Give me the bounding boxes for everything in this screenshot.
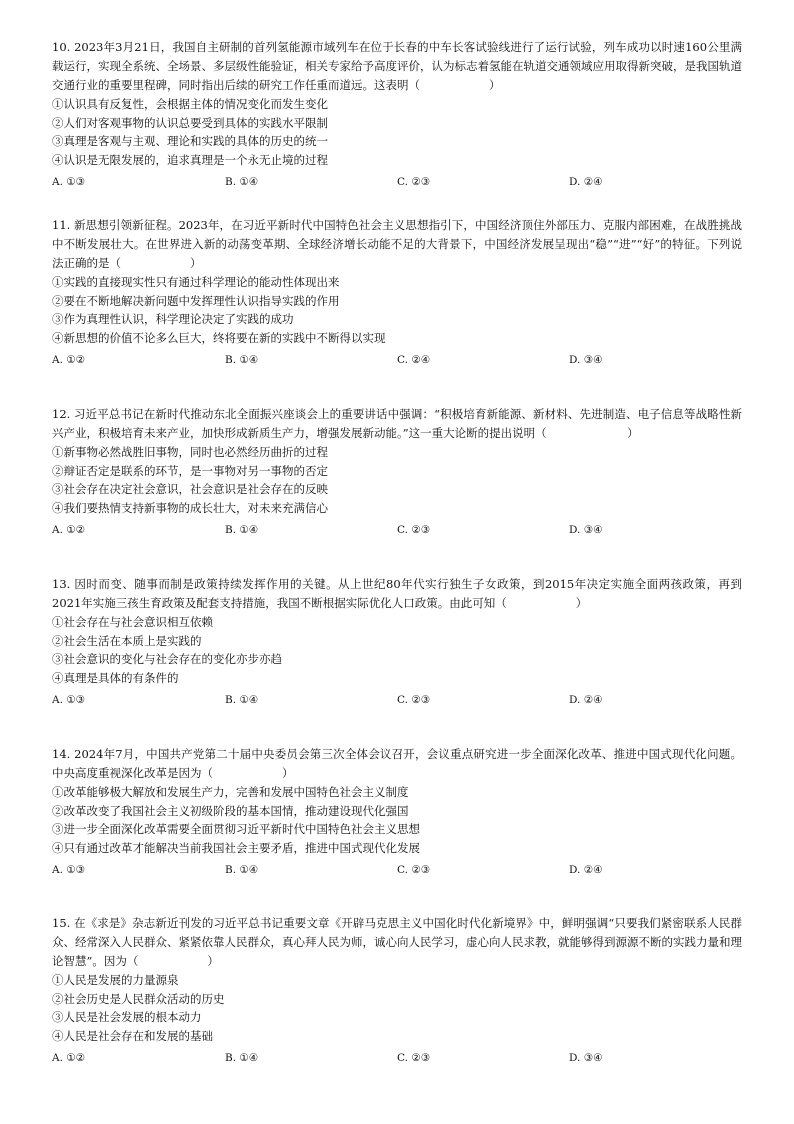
statement-item: ③作为真理性认识，科学理论决定了实践的成功 xyxy=(52,312,294,326)
question-11 xyxy=(52,216,742,369)
option-a[interactable]: A. ①② xyxy=(52,354,86,366)
statement-item: ①人民是发展的力量源泉 xyxy=(52,973,179,987)
option-c[interactable]: C. ②③ xyxy=(397,524,431,536)
option-b[interactable]: B. ①④ xyxy=(225,354,259,366)
option-d[interactable]: D. ③④ xyxy=(569,354,603,366)
option-d[interactable]: D. ③④ xyxy=(569,1052,603,1064)
answer-options xyxy=(52,521,742,539)
option-c[interactable]: C. ②③ xyxy=(397,694,431,706)
question-stem: 12. 习近平总书记在新时代推动东北全面振兴座谈会上的重要讲话中强调：“积极培育新能源、新材料、先进制造、电子信息等战略性新兴产业，积极培育未来产业，加快形成新质生产力，增强发展新动能。”这一重大论断的提出说明（ ） xyxy=(52,407,742,440)
statement-item: ③社会意识的变化与社会存在的变化亦步亦趋 xyxy=(52,652,282,666)
option-b[interactable]: B. ①④ xyxy=(225,1052,259,1064)
option-a[interactable]: A. ①③ xyxy=(52,864,86,876)
option-c[interactable]: C. ②③ xyxy=(397,864,431,876)
statement-item: ①认识具有反复性，会根据主体的情况变化而发生变化 xyxy=(52,97,328,111)
statement-item: ②改革改变了我国社会主义初级阶段的基本国情，推动建设现代化强国 xyxy=(52,803,409,818)
statement-item: ②要在不断地解决新问题中发挥理性认识指导实践的作用 xyxy=(52,293,340,308)
answer-options xyxy=(52,173,742,191)
option-a[interactable]: A. ①③ xyxy=(52,176,86,188)
statement-item: ④新思想的价值不论多么巨大，终将要在新的实践中不断得以实现 xyxy=(52,330,386,345)
statement-item: ①改革能够极大解放和发展生产力，完善和发展中国特色社会主义制度 xyxy=(52,785,409,799)
statement-item: ③进一步全面深化改革需要全面贯彻习近平新时代中国特色社会主义思想 xyxy=(52,822,420,836)
statement-item: ①社会存在与社会意识相互依赖 xyxy=(52,615,213,629)
statement-item: ②辩证否定是联系的环节，是一事物对另一事物的否定 xyxy=(52,463,328,478)
option-d[interactable]: D. ③④ xyxy=(569,524,603,536)
answer-options xyxy=(52,351,742,369)
option-c[interactable]: C. ②③ xyxy=(397,176,431,188)
statement-list xyxy=(52,783,742,857)
question-10 xyxy=(52,38,742,191)
statement-list xyxy=(52,273,742,347)
question-13 xyxy=(52,575,742,709)
statement-item: ①新事物必然战胜旧事物，同时也必然经历曲折的过程 xyxy=(52,445,328,459)
option-d[interactable]: D. ②④ xyxy=(569,176,603,188)
question-stem: 10. 2023年3月21日，我国自主研制的首列氢能源市域列车在位于长春的中车长客试验线进行了运行试验，列车成功以时速160公里满载运行，实现全系统、全场景、多层级性能验证，相关专家给予高度评价，认为标志着氢能在轨道交通领域应用取得新突破，是我国轨道交通行业的重要里程碑，同时指出后续的研究工作任重而道远。这表明（ ） xyxy=(52,40,742,92)
option-a[interactable]: A. ①② xyxy=(52,524,86,536)
statement-item: ③真理是客观与主观、理论和实践的具体的历史的统一 xyxy=(52,134,328,148)
option-a[interactable]: A. ①② xyxy=(52,1052,86,1064)
statement-list xyxy=(52,95,742,169)
question-stem: 14. 2024年7月，中国共产党第二十届中央委员会第三次全体会议召开，会议重点研究进一步全面深化改革、推进中国式现代化问题。中央高度重视深化改革是因为（ ） xyxy=(52,747,742,780)
option-b[interactable]: B. ①④ xyxy=(225,694,259,706)
answer-options xyxy=(52,1049,742,1067)
statement-list xyxy=(52,971,742,1045)
statement-item: ③社会存在决定社会意识，社会意识是社会存在的反映 xyxy=(52,482,328,496)
statement-item: ②社会生活在本质上是实践的 xyxy=(52,633,202,648)
question-stem: 13. 因时而变、随事而制是政策持续发挥作用的关键。从上世纪80年代实行独生子女政策，到2015年决定实施全面两孩政策，再到2021年实施三孩生育政策及配套支持措施，我国不断根据实际优化人口政策。由此可知（ ） xyxy=(52,577,742,610)
question-14 xyxy=(52,745,742,879)
statement-list xyxy=(52,443,742,517)
answer-options xyxy=(52,691,742,709)
statement-item: ④人民是社会存在和发展的基础 xyxy=(52,1028,213,1043)
statement-item: ④只有通过改革才能解决当前我国社会主要矛盾，推进中国式现代化发展 xyxy=(52,840,420,855)
question-stem: 15. 在《求是》杂志新近刊发的习近平总书记重要文章《开辟马克思主义中国化时代化新境界》中，鲜明强调“只要我们紧密联系人民群众、经常深入人民群众、紧紧依靠人民群众，真心拜人民为师，诚心向人民学习，虚心向人民求教，就能够得到源源不断的实践力量和理论智慧”。因为（ ） xyxy=(52,916,742,968)
question-stem: 11. 新思想引领新征程。2023年，在习近平新时代中国特色社会主义思想指引下，中国经济顶住外部压力、克服内部困难，在战胜挑战中不断发展壮大。在世界进入新的动荡变革期、全球经济增长动能不足的大背景下，中国经济发展呈现出“稳”“进”“好”的特征。下列说法正确的是（ ） xyxy=(52,218,742,270)
statement-item: ②社会历史是人民群众活动的历史 xyxy=(52,991,225,1006)
statement-item: ④真理是具体的有条件的 xyxy=(52,670,179,685)
answer-options xyxy=(52,861,742,879)
question-12 xyxy=(52,405,742,539)
option-d[interactable]: D. ②④ xyxy=(569,864,603,876)
statement-item: ①实践的直接现实性只有通过科学理论的能动性体现出来 xyxy=(52,275,340,289)
statement-list xyxy=(52,613,742,687)
option-b[interactable]: B. ①④ xyxy=(225,864,259,876)
statement-item: ④我们要热情支持新事物的成长壮大，对未来充满信心 xyxy=(52,500,328,515)
option-b[interactable]: B. ①④ xyxy=(225,176,259,188)
option-a[interactable]: A. ①③ xyxy=(52,694,86,706)
option-b[interactable]: B. ①④ xyxy=(225,524,259,536)
option-c[interactable]: C. ②④ xyxy=(397,354,431,366)
statement-item: ②人们对客观事物的认识总要受到具体的实践水平限制 xyxy=(52,115,328,130)
question-15 xyxy=(52,914,742,1067)
option-d[interactable]: D. ②④ xyxy=(569,694,603,706)
option-c[interactable]: C. ②③ xyxy=(397,1052,431,1064)
statement-item: ④认识是无限发展的，追求真理是一个永无止境的过程 xyxy=(52,152,328,167)
statement-item: ③人民是社会发展的根本动力 xyxy=(52,1010,202,1024)
